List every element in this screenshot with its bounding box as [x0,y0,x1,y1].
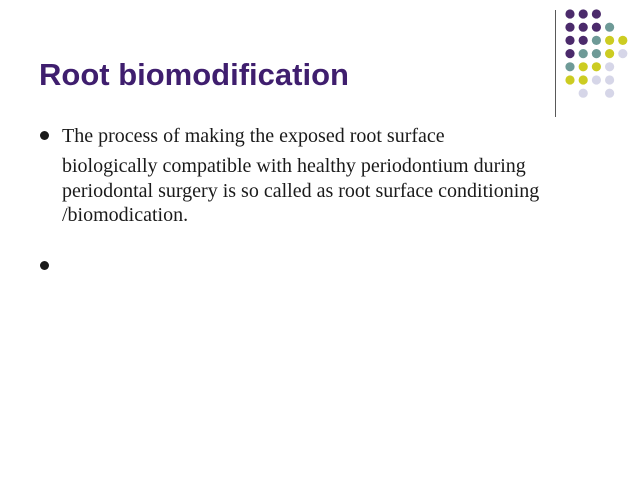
decorative-dot [605,23,614,32]
decorative-dot [579,62,588,71]
decorative-dot [579,89,588,98]
decorative-dot [618,36,627,45]
decorative-dot [605,49,614,58]
decorative-dot [565,75,574,84]
decorative-dot [605,75,614,84]
decorative-dot [618,49,627,58]
decorative-dot [579,49,588,58]
decorative-dot [592,9,601,18]
decorative-dot [565,36,574,45]
decorative-dot [579,23,588,32]
paragraph-line: biologically compatible with healthy periodontium during [62,155,526,177]
decorative-dot [565,49,574,58]
bullet-item-1 [38,124,628,149]
decorative-dot [565,9,574,18]
decorative-dot [605,36,614,45]
decorative-dot [579,36,588,45]
decorative-dot [579,75,588,84]
bullet-list [38,124,628,149]
decorative-dot [565,62,574,71]
decorative-dot [592,75,601,84]
paragraph-line: /biomodication. [62,204,189,226]
decorative-dot [605,62,614,71]
decorative-dot [592,36,601,45]
paragraph-line: periodontal surgery is so called as root surface conditioning [62,179,540,202]
decorative-dot [592,23,601,32]
decorative-dot [605,89,614,98]
decorative-dot [579,9,588,18]
slide-title: Root biomodification [39,57,349,92]
decorative-dot [592,49,601,58]
title-divider-line [555,10,556,117]
decorative-dot-grid [564,8,638,103]
bullet-1-text: The process of making the exposed root surface [62,125,445,147]
bullet-icon [40,261,49,270]
decorative-dot [565,23,574,32]
body-paragraph [62,154,628,228]
bullet-icon [40,131,49,140]
decorative-dot [592,62,601,71]
